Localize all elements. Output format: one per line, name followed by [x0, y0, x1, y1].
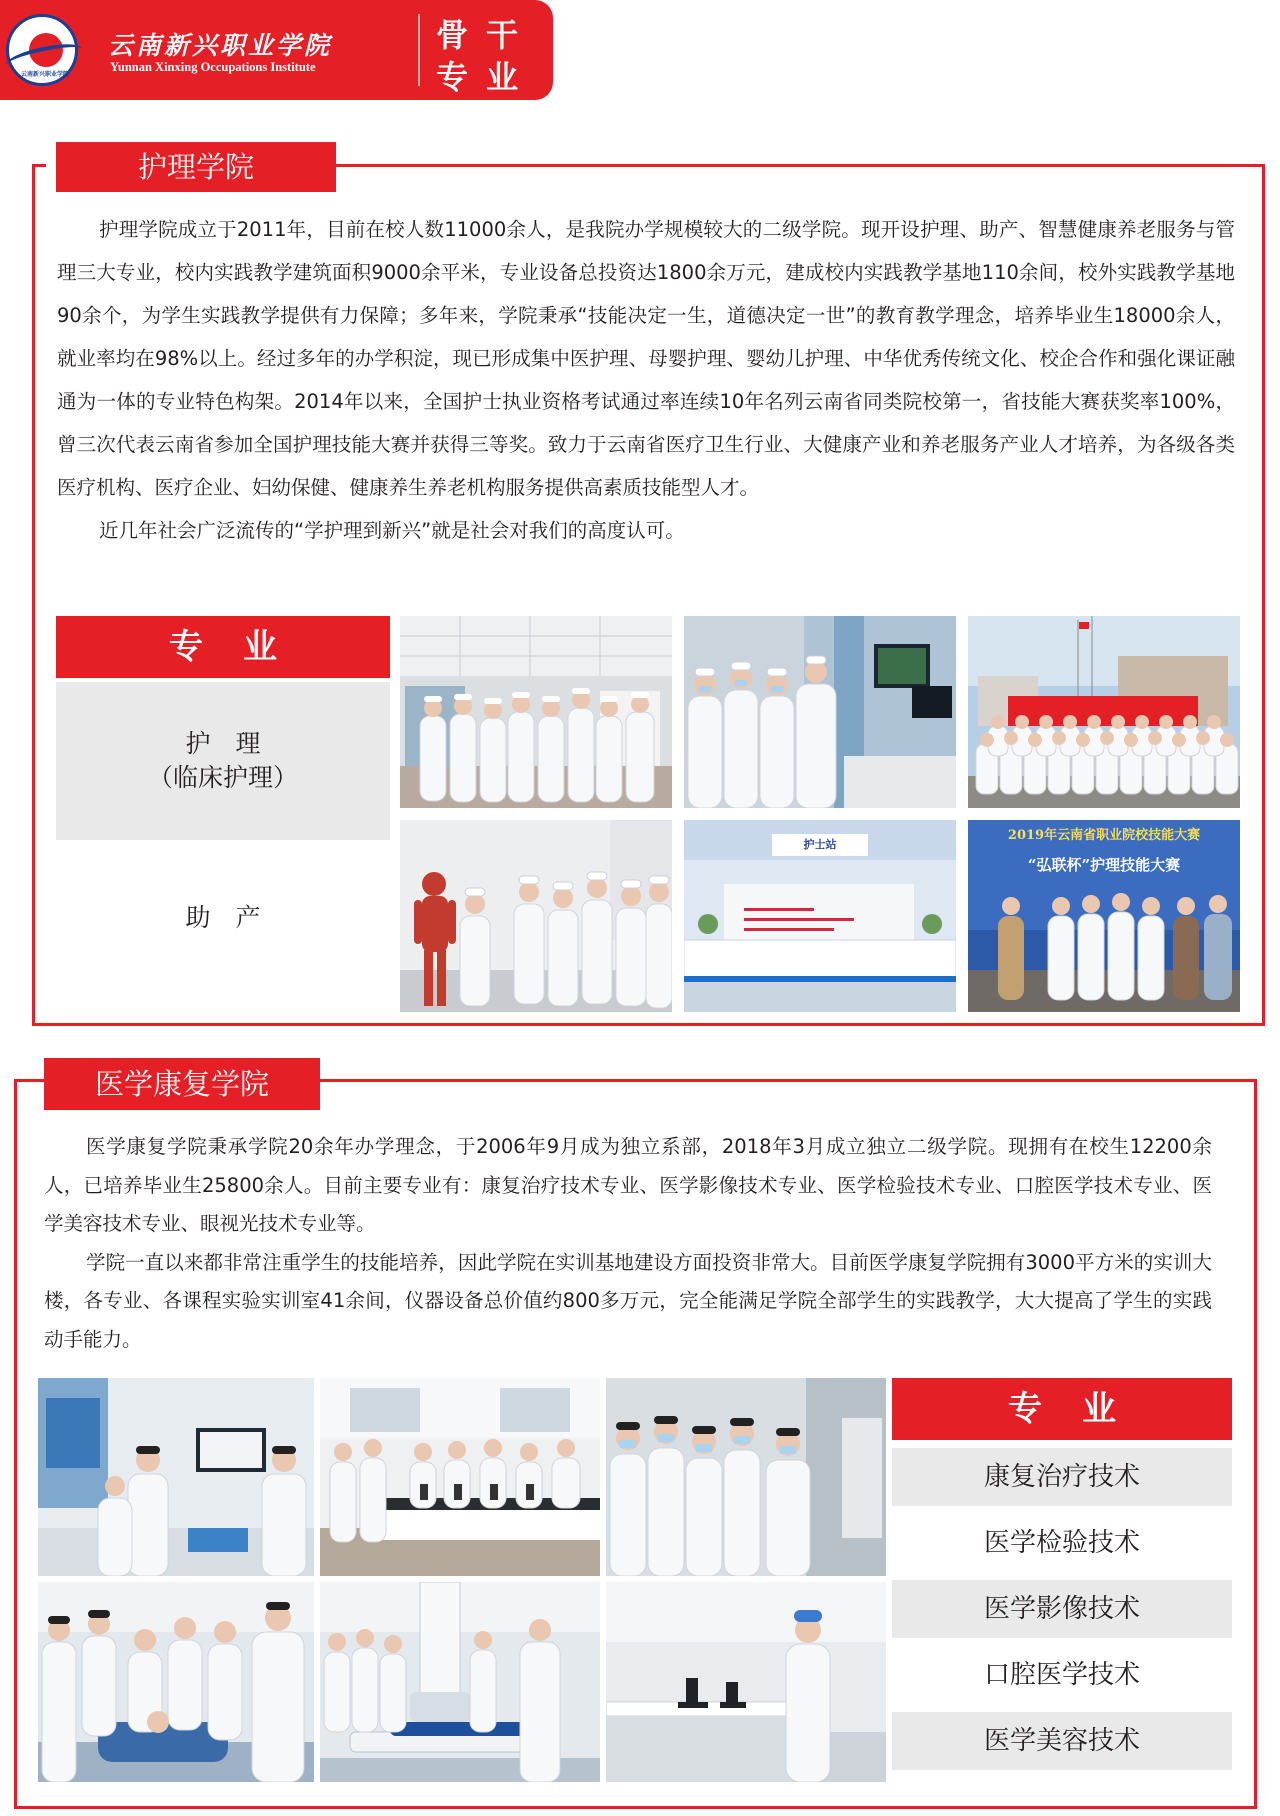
- school-logo: [6, 14, 78, 86]
- rehab-majors-heading: 专业: [892, 1378, 1232, 1440]
- rehab-paragraph-2: 学院一直以来都非常注重学生的技能培养，因此学院在实训基地建设方面投资非常大。目前医学康复学院拥有3000平方米的实训大楼，各专业、各课程实验实训室41余间，仪器设备总价值约800多万元，完全能满足学院全部学生的实践教学，大大提高了学生的实践动手能力。: [44, 1250, 1212, 1351]
- photo-nursing-group-outdoor: [968, 616, 1240, 808]
- photo-nursing-station: [684, 820, 956, 1012]
- photo-rehab-microscope-lab: [320, 1378, 600, 1576]
- photo-rehab-microscope-student: [606, 1582, 886, 1782]
- contest-banner-line1: 2019年云南省职业院校技能大赛: [1007, 828, 1201, 843]
- nursing-majors-heading: 专业: [56, 616, 390, 678]
- photo-rehab-imaging-xray: [320, 1582, 600, 1782]
- nursing-major-2-name: 助 产: [185, 903, 261, 932]
- rehab-major-item: 康复治疗技术: [892, 1448, 1232, 1506]
- photo-rehab-lab-demonstration: [606, 1378, 886, 1576]
- rehab-major-item: 医学影像技术: [892, 1580, 1232, 1638]
- nursing-section-title: 护理学院: [56, 142, 336, 192]
- rehab-major-item: 医学美容技术: [892, 1712, 1232, 1770]
- nursing-major-1-band: [56, 682, 390, 840]
- rehab-major-item: 口腔医学技术: [983, 1660, 1140, 1690]
- rehab-paragraph-1: 医学康复学院秉承学院20余年办学理念，于2006年9月成为独立系部，2018年3月成立独立二级学院。现拥有在校生12200余人，已培养毕业生25800余人。目前主要专业有：康复治疗技术专业、医学影像技术专业、医学检验技术专业、口腔医学技术专业、医学美容技术专业、眼视光技术专业等。: [44, 1135, 1212, 1235]
- nursing-body: [57, 208, 1235, 552]
- header-tag-line1: 骨干: [436, 16, 537, 54]
- photo-nursing-monitor-training: [684, 616, 956, 808]
- photo-rehab-computer-lab: [38, 1378, 314, 1576]
- nursing-paragraph-2: 近几年社会广泛流传的“学护理到新兴”就是社会对我们的高度认可。: [99, 519, 685, 542]
- rehab-section-title: 医学康复学院: [44, 1058, 320, 1110]
- header-banner: [0, 0, 553, 100]
- nursing-major-1-name: 护 理: [185, 729, 261, 758]
- photo-nursing-classroom: [400, 616, 672, 808]
- header-tag-line2: 专业: [436, 58, 537, 96]
- logo-ring-text: 云南新兴职业学院: [20, 71, 69, 78]
- nursing-paragraph-1: 护理学院成立于2011年，目前在校人数11000余人，是我院办学规模较大的二级学院。现开设护理、助产、智慧健康养老服务与管理三大专业，校内实践教学建筑面积9000余平米，专业设备总投资达1800余万元，建成校内实践教学基地110余间，校外实践教学基地90余个，为学生实践教学提供有力保障；多年来，学院秉承“技能决定一生，道德决定一世”的教育教学理念，培养毕业生18000余人，就业率均在98%以上。经过多年的办学积淀，现已形成集中医护理、母婴护理、婴幼儿护理、中华优秀传统文化、校企合作和强化课证融通为一体的专业特色构架。2014年以来，全国护士执业资格考试通过率连续10年名列云南省同类院校第一，省技能大赛获奖率100%，曾三次代表云南省参加全国护理技能大赛并获得三等奖。致力于云南省医疗卫生行业、大健康产业和养老服务产业人才培养，为各级各类医疗机构、医疗企业、妇幼保健、健康养生养老机构服务提供高素质技能型人才。: [57, 218, 1235, 499]
- rehab-body: [44, 1128, 1212, 1359]
- rehab-major-item: 医学检验技术: [983, 1528, 1140, 1558]
- photo-rehab-dental-practice: [38, 1582, 314, 1782]
- rehab-majors-list: [892, 1378, 1232, 1770]
- photo-nursing-skills-contest: [968, 820, 1240, 1012]
- nurse-station-sign: 护士站: [803, 838, 837, 851]
- header-divider: [418, 14, 420, 86]
- school-name-cn: 云南新兴职业学院: [108, 31, 333, 60]
- contest-banner-line2: “弘联杯”护理技能大赛: [1027, 856, 1181, 874]
- school-name-en: Yunnan Xinxing Occupations Institute: [110, 60, 316, 74]
- nursing-major-1-sub: （临床护理）: [147, 763, 298, 792]
- photo-nursing-anatomy-model: [400, 820, 672, 1012]
